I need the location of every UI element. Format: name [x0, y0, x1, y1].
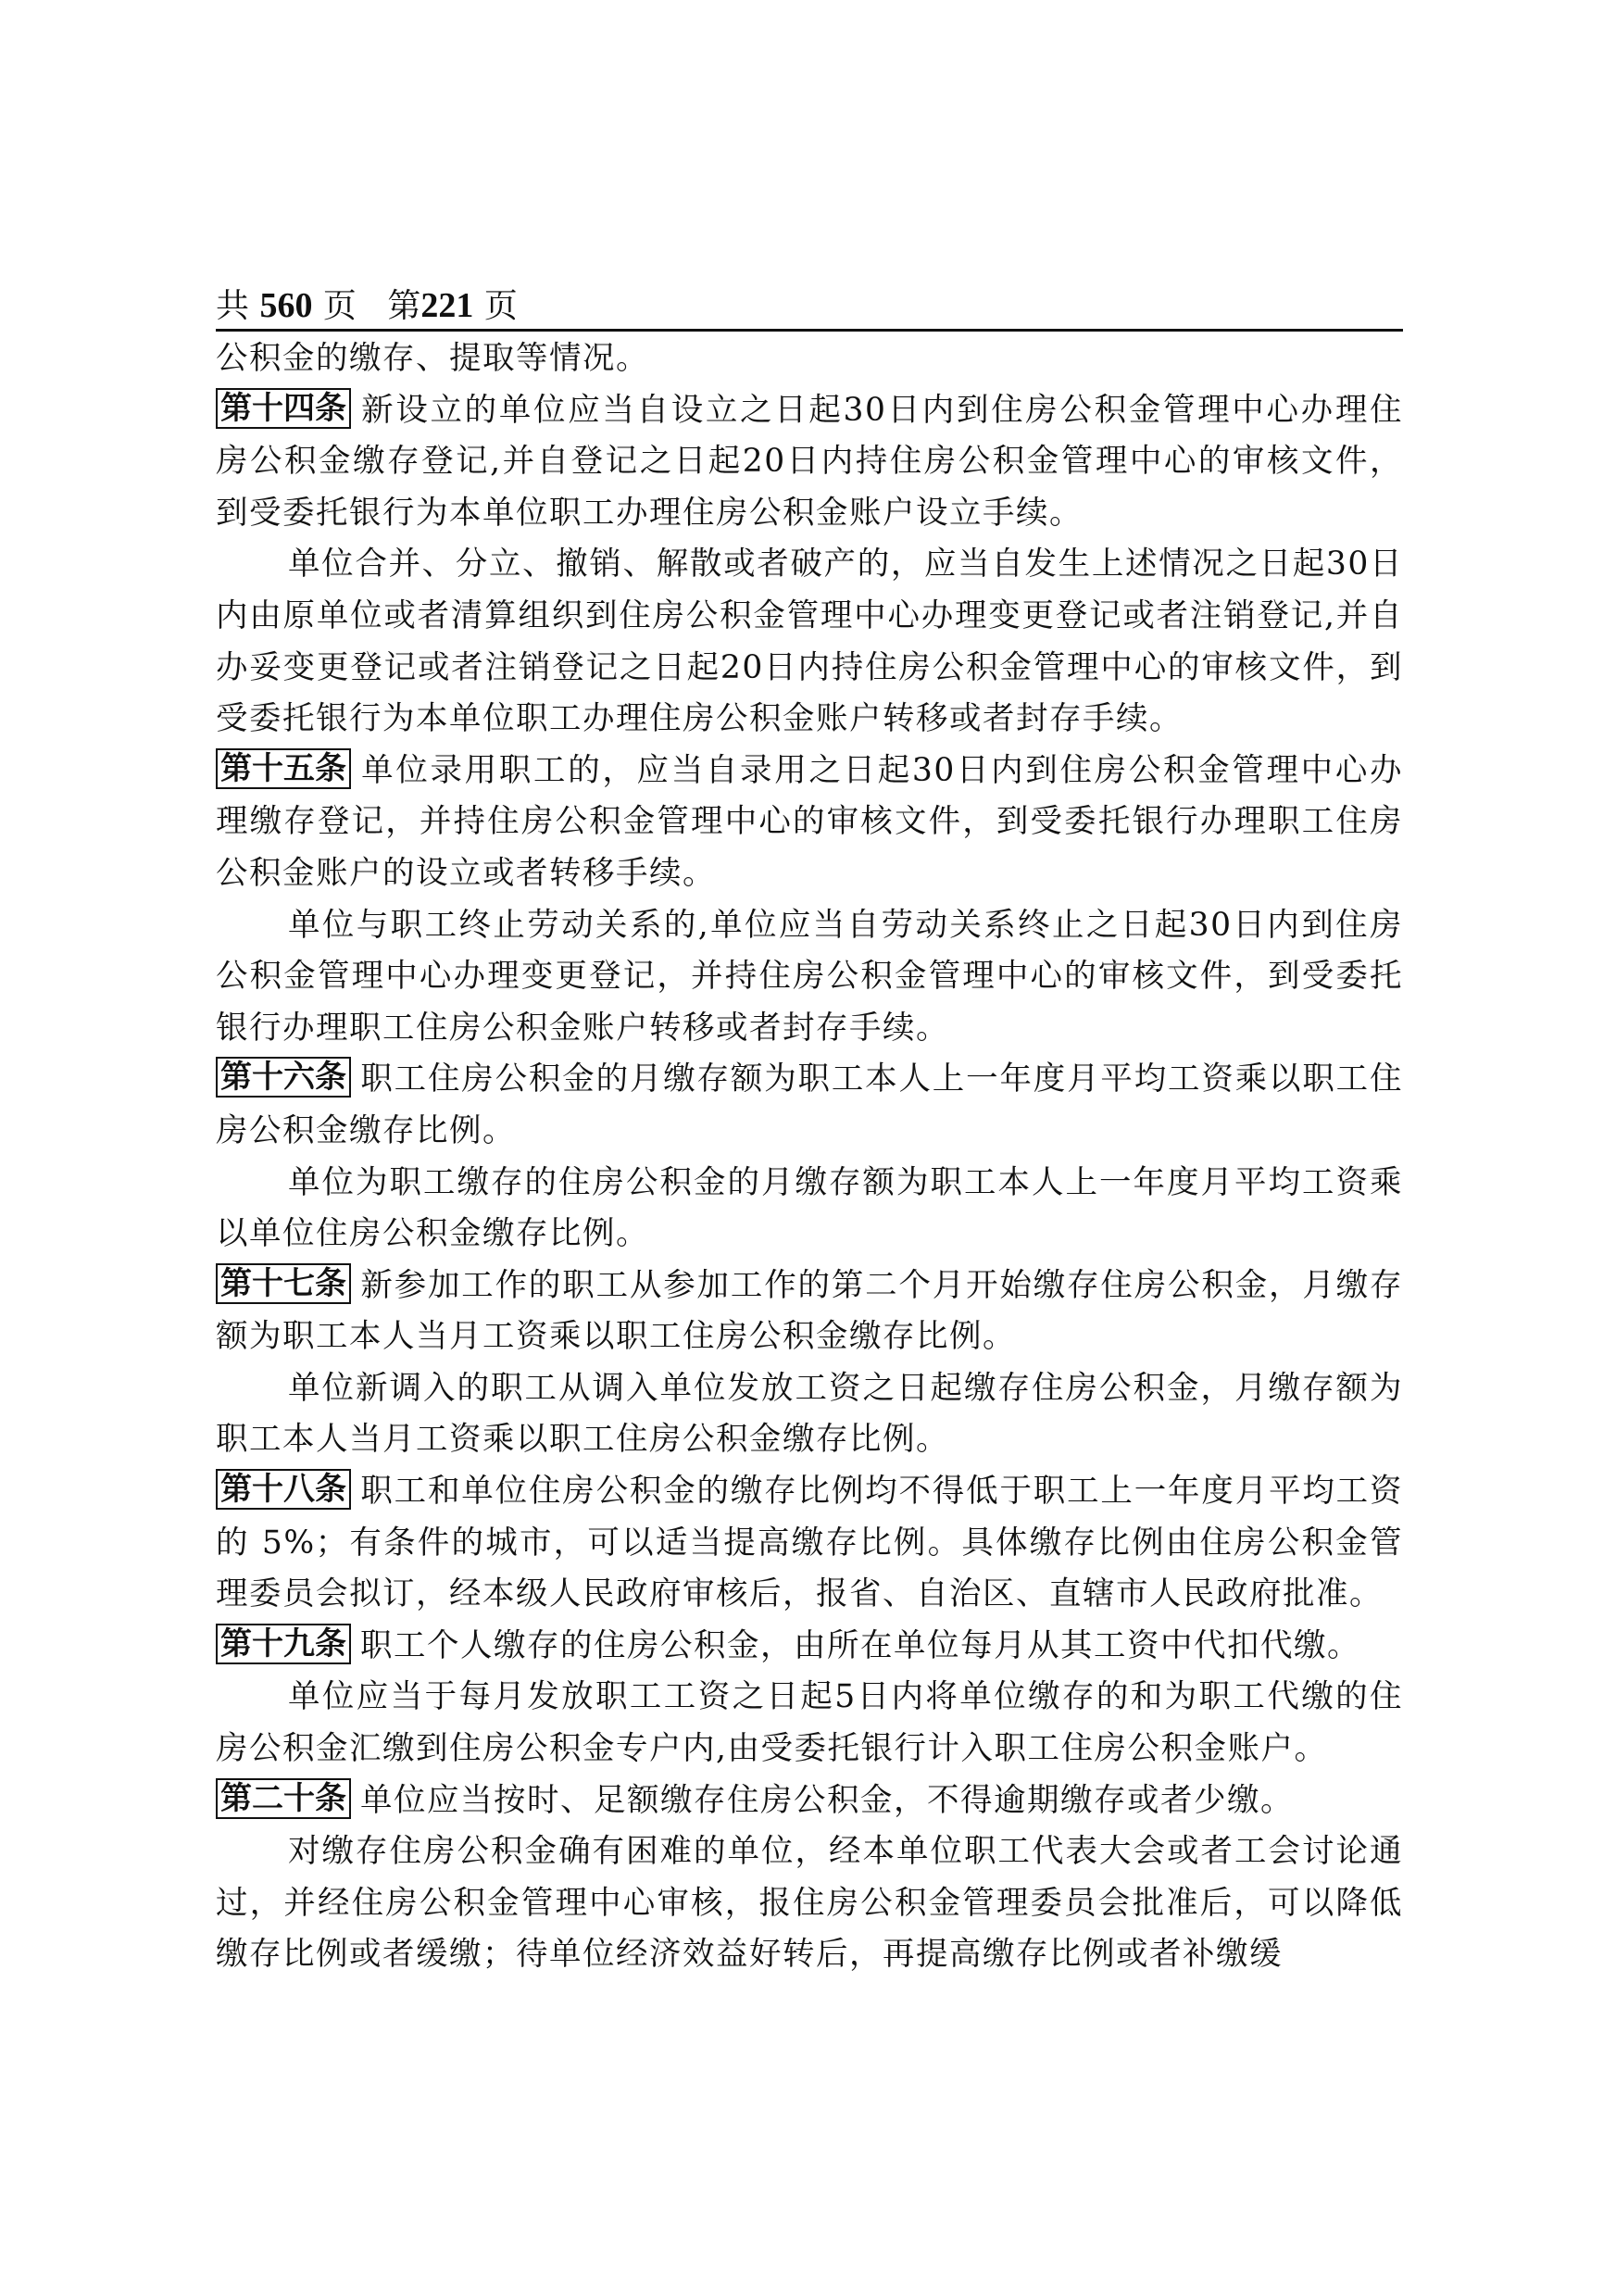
article-number-label: 第十七条 [216, 1263, 351, 1304]
paragraph-text: 新参加工作的职工从参加工作的第二个月开始缴存住房公积金，月缴存额为职工本人当月工资乘以职工住房公积金缴存比例。 [216, 1266, 1403, 1356]
paragraph-text: 单位合并、分立、撤销、解散或者破产的，应当自发生上述情况之日起30日内由原单位或者清算组织到住房公积金管理中心办理变更登记或者注销登记,并自办妥变更登记或者注销登记之日起20日内持住房公积金管理中心的审核文件，到受委托银行为本单位职工办理住房公积金账户转移或者封存手续。 [216, 546, 1403, 738]
article-paragraph [216, 385, 1403, 540]
paragraph-text: 单位应当于每月发放职工工资之日起5日内将单位缴存的和为职工代缴的住房公积金汇缴到住房公积金专户内,由受委托银行计入职工住房公积金账户。 [216, 1678, 1403, 1768]
paragraph-text: 新设立的单位应当自设立之日起30日内到住房公积金管理中心办理住房公积金缴存登记,并自登记之日起20日内持住房公积金管理中心的审核文件，到受委托银行为本单位职工办理住房公积金账户设立手续。 [216, 391, 1403, 532]
current-page-prefix: 第 [387, 287, 421, 325]
document-body [216, 333, 1403, 1981]
total-pages-number: 560 [259, 286, 313, 325]
article-paragraph [216, 1466, 1403, 1621]
body-paragraph [216, 1363, 1403, 1466]
article-paragraph [216, 1775, 1403, 1827]
page-header [216, 282, 1403, 332]
article-number-label: 第十八条 [216, 1469, 351, 1510]
article-paragraph [216, 1261, 1403, 1363]
article-number-label: 第十五条 [216, 748, 351, 789]
paragraph-text: 单位录用职工的，应当自录用之日起30日内到住房公积金管理中心办理缴存登记，并持住房公积金管理中心的审核文件，到受委托银行办理职工住房公积金账户的设立或者转移手续。 [216, 751, 1403, 892]
article-paragraph [216, 1621, 1403, 1673]
body-paragraph [216, 900, 1403, 1055]
article-paragraph [216, 746, 1403, 900]
paragraph-text: 职工个人缴存的住房公积金，由所在单位每月从其工资中代扣代缴。 [360, 1626, 1360, 1664]
paragraph-text: 单位与职工终止劳动关系的,单位应当自劳动关系终止之日起30日内到住房公积金管理中心办理变更登记，并持住房公积金管理中心的审核文件，到受委托银行办理职工住房公积金账户转移或者封存手续。 [216, 906, 1403, 1047]
paragraph-text: 职工住房公积金的月缴存额为职工本人上一年度月平均工资乘以职工住房公积金缴存比例。 [216, 1060, 1403, 1149]
paragraph-text: 公积金的缴存、提取等情况。 [216, 340, 649, 377]
article-number-label: 第二十条 [216, 1778, 351, 1819]
body-paragraph [216, 333, 1403, 385]
current-page-number: 221 [420, 286, 474, 325]
current-page-suffix: 页 [483, 287, 518, 325]
paragraph-text: 单位应当按时、足额缴存住房公积金，不得逾期缴存或者少缴。 [360, 1781, 1294, 1819]
body-paragraph [216, 1158, 1403, 1261]
article-paragraph [216, 1054, 1403, 1157]
article-number-label: 第十九条 [216, 1624, 351, 1664]
paragraph-text: 单位为职工缴存的住房公积金的月缴存额为职工本人上一年度月平均工资乘以单位住房公积金缴存比例。 [216, 1163, 1403, 1253]
paragraph-text: 对缴存住房公积金确有困难的单位，经本单位职工代表大会或者工会讨论通过，并经住房公积金管理中心审核，报住房公积金管理委员会批准后，可以降低缴存比例或者缓缴；待单位经济效益好转后，再提高缴存比例或者补缴缓 [216, 1833, 1403, 1974]
article-number-label: 第十四条 [216, 388, 351, 429]
total-pages-suffix: 页 [322, 287, 357, 325]
body-paragraph [216, 1672, 1403, 1775]
body-paragraph [216, 1826, 1403, 1981]
paragraph-text: 单位新调入的职工从调入单位发放工资之日起缴存住房公积金，月缴存额为职工本人当月工资乘以职工住房公积金缴存比例。 [216, 1369, 1403, 1459]
article-number-label: 第十六条 [216, 1057, 351, 1098]
paragraph-text: 职工和单位住房公积金的缴存比例均不得低于职工上一年度月平均工资的 5%；有条件的城市，可以适当提高缴存比例。具体缴存比例由住房公积金管理委员会拟订，经本级人民政府审核后，报省、自治区、直辖市人民政府批准。 [216, 1473, 1403, 1613]
document-page [216, 0, 1403, 2296]
total-pages-prefix: 共 [216, 287, 250, 325]
body-paragraph [216, 539, 1403, 745]
